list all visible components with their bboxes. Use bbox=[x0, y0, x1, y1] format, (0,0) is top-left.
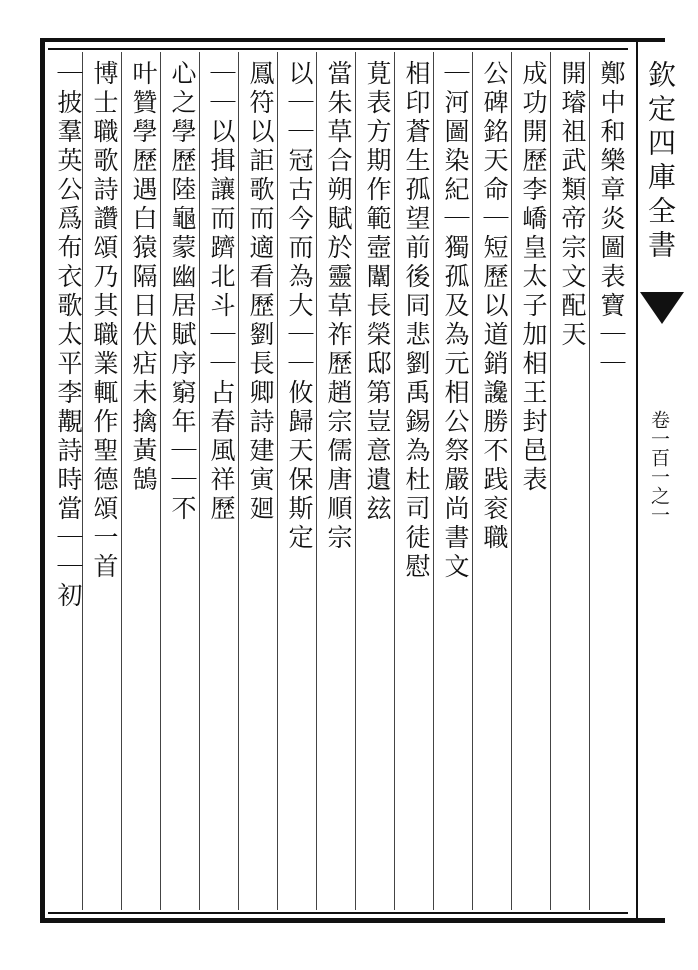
text-column: 以｜｜冠古今而為大｜｜攸歸天保斯定 bbox=[285, 60, 314, 553]
volume-label: 卷一百一之一 bbox=[648, 410, 670, 524]
margin-divider bbox=[636, 38, 638, 923]
page-frame-left bbox=[40, 38, 45, 923]
text-column: 公碑銘天命｜短歷以道銷讒勝不践衮職 bbox=[480, 60, 509, 553]
text-column: ｜河圖染紀｜獨孤及為元相公祭嚴尚書文 bbox=[441, 60, 470, 582]
text-column: 博士職歌詩讚頌乃其職業輒作聖德頌一首 bbox=[90, 60, 119, 582]
text-column: 鄭中和樂章炎圖表寶｜｜ bbox=[597, 60, 626, 379]
page-frame-top bbox=[40, 38, 665, 42]
text-column: 莧表方期作範壼闈長榮邸第豈意遺玆 bbox=[363, 60, 392, 524]
text-column: 鳳符以詎歌而適看歷劉長卿詩建寅廻 bbox=[246, 60, 275, 524]
text-column: ｜｜以揖讓而躋北斗｜｜占春風祥歷 bbox=[207, 60, 236, 524]
inner-border-bottom bbox=[48, 912, 628, 914]
text-column: 叶贊學歷遇白猿隔日伏痁未擒黃鵠 bbox=[129, 60, 158, 495]
fish-tail-mark bbox=[640, 292, 684, 324]
text-column: 當朱草合朔賦於靈草祚歷趙宗儒唐順宗 bbox=[324, 60, 353, 553]
text-column: ｜披羣英公爲布衣歌太平李覯詩時當｜｜初 bbox=[54, 60, 83, 611]
page-frame-bottom bbox=[40, 918, 665, 923]
text-column: 心之學歷陸龜蒙幽居賦序窮年｜｜不 bbox=[168, 60, 197, 524]
text-column: 開璿祖武類帝宗文配天 bbox=[558, 60, 587, 350]
book-title: 欽定四庫全書 bbox=[644, 60, 677, 264]
inner-border-top bbox=[48, 48, 628, 50]
text-column: 成功開歷李嶠皇太子加相王封邑表 bbox=[519, 60, 548, 495]
text-column: 相印蒼生孤望前後同悲劉禹錫為杜司徒慰 bbox=[402, 60, 431, 582]
